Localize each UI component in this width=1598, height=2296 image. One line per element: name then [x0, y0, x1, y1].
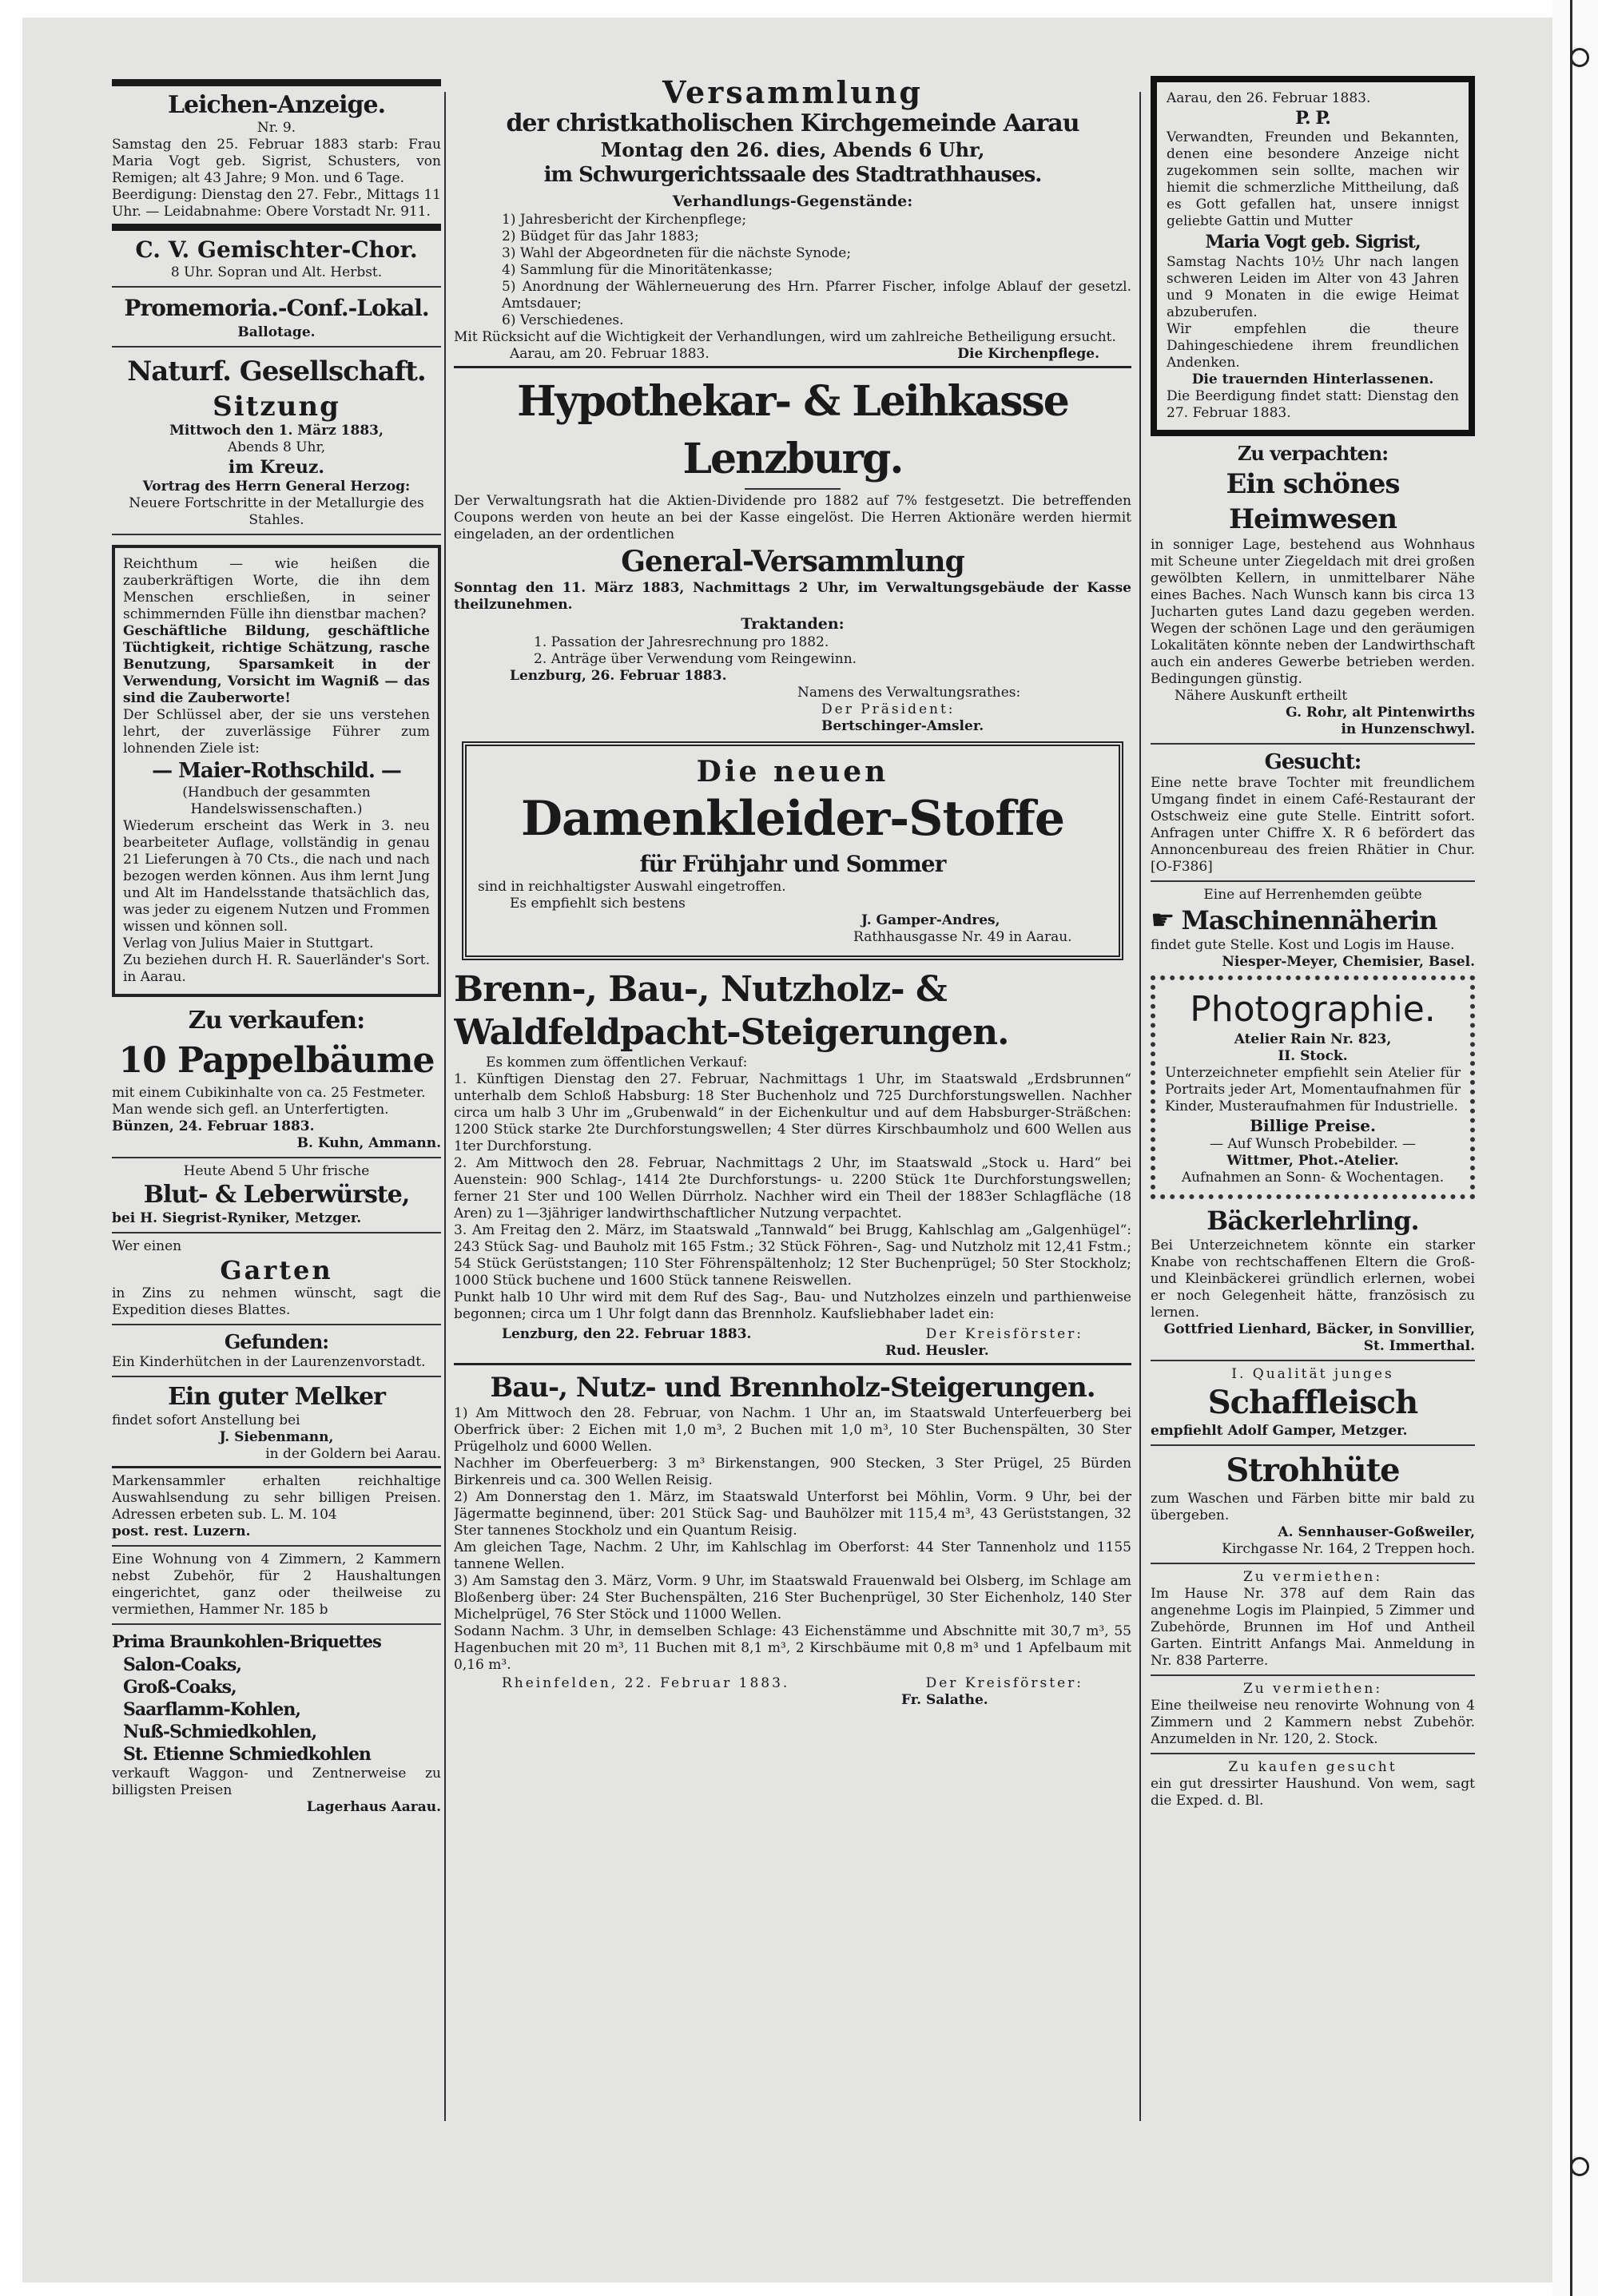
- schaf-title: Schaffleisch: [1207, 1384, 1418, 1421]
- pappel-title: 10 Pappelbäume: [118, 1040, 435, 1081]
- reichthum-bezug: Zu beziehen durch H. R. Sauerländer's Sort. in Aarau.: [123, 952, 430, 985]
- brenn-intro: Es kommen zum öffentlichen Verkauf:: [486, 1055, 748, 1071]
- naturf-topic: Neuere Fortschritte in der Metallurgie des Stahles.: [129, 495, 424, 528]
- leichen-text: Samstag den 25. Februar 1883 starb: Frau Maria Vogt geb. Sigrist, Schusters, von Remigen; alt 43 Jahre; 9 Mon. und 6 Tage.: [112, 137, 441, 186]
- column-rule-left: [444, 92, 446, 2121]
- leichen-title: Leichen-Anzeige.: [167, 91, 386, 119]
- gefunden-text: Ein Kinderhütchen in der Laurenzenvorstadt.: [112, 1354, 426, 1370]
- bau-title: Bau-, Nutz- und Brennholz-Steigerungen.: [490, 1372, 1095, 1404]
- blut-title: Blut- & Leberwürste,: [143, 1181, 410, 1209]
- bau-sig1: Der Kreisförster:: [925, 1675, 1083, 1691]
- hypothekar-p1: Der Verwaltungsrath hat die Aktien-Dividende pro 1882 auf 7% festgesetzt. Die betreffenden Coupons werden von heute an bei der Kasse eingelöst. Die Herren Aktionäre werden hiermit eingeladen, an der ordentlichen: [454, 493, 1131, 542]
- pp-date: Aarau, den 26. Februar 1883.: [1167, 90, 1371, 106]
- verm2-text: Eine theilweise neu renovirte Wohnung von 4 Zimmern und 2 Kammern nebst Zubehör. Anzumelden in Nr. 120, 2. Stock.: [1151, 1698, 1475, 1747]
- baecker-text: Bei Unterzeichnetem könnte ein starker Knabe von rechtschaffenen Eltern die Groß- und Kleinbäckerei gründlich erlernen, wobei er noch Gelegenheit hätte, französisch zu lernen.: [1151, 1237, 1475, 1321]
- bau-p4: Am gleichen Tage, Nachm. 2 Uhr, im Kahlschlag im Oberforst: 44 Ster Tannenholz und 1155 tannene Wellen.: [454, 1539, 1131, 1572]
- kohlen-item: St. Etienne Schmiedkohlen: [123, 1744, 371, 1765]
- hypothekar-head: Traktanden:: [741, 615, 845, 633]
- column-left: [112, 76, 441, 1821]
- ad-pappelbaeume: [112, 1005, 441, 1158]
- column-middle: [454, 76, 1131, 1714]
- ad-damenkleider: [462, 741, 1123, 960]
- ad-vermiethen-2: [1151, 1681, 1475, 1754]
- bau-p3: 2) Am Donnerstag den 1. März, im Staatswald Unterforst bei Möhlin, Vorm. 9 Uhr, bei der Jägermatte beginnend, über: 201 Stück Sag- und Bauhölzer mit 115,4 m³, 43 Gerüststangen, 32 Ster tannenes Stockholz und ein Quantum Reisig.: [454, 1489, 1131, 1539]
- garten-title: Garten: [220, 1255, 333, 1285]
- ad-leichen-anzeige: [112, 79, 441, 231]
- hypothekar-gv: General-Versammlung: [621, 545, 964, 578]
- pappel-text2: Man wende sich gefl. an Unterfertigten.: [112, 1102, 389, 1118]
- column-right: [1151, 76, 1475, 1814]
- pappel-head: Zu verkaufen:: [188, 1007, 365, 1035]
- ad-heimwesen: [1151, 441, 1475, 745]
- cv-title: C. V. Gemischter-Chor.: [135, 236, 418, 263]
- gesucht-title: Gesucht:: [1264, 750, 1361, 774]
- kohlen-item: Groß-Coaks,: [123, 1677, 237, 1698]
- bau-p2: Nachher im Oberfeuerberg: 3 m³ Birkenstangen, 900 Stecken, 3 Ster Prügel, 25 Bürden Birkenreis und ca. 300 Wellen Reisig.: [454, 1456, 1131, 1488]
- versammlung-place: im Schwurgerichtssaale des Stadtrathhauses.: [543, 163, 1042, 187]
- naturf-date: Mittwoch den 1. März 1883,: [169, 423, 384, 439]
- ad-versammlung: [454, 76, 1131, 368]
- naturf-vortrag: Vortrag des Herrn General Herzog:: [142, 479, 411, 495]
- ad-gefunden: [112, 1330, 441, 1377]
- garten-line: Wer einen: [112, 1238, 182, 1254]
- melker-text: findet sofort Anstellung bei: [112, 1412, 300, 1428]
- damen-text: sind in reichhaltigster Auswahl eingetroffen.: [478, 879, 786, 895]
- reichthum-title: — Maier-Rothschild. —: [152, 759, 401, 783]
- baecker-title: Bäckerlehrling.: [1206, 1206, 1419, 1236]
- ad-promemoria: [112, 292, 441, 348]
- melker-place: in der Goldern bei Aarau.: [265, 1446, 441, 1462]
- ad-bau-nutz-brennholz: [454, 1370, 1131, 1709]
- baecker-sig: Gottfried Lienhard, Bäcker, in Sonvillier, St. Immerthal.: [1163, 1321, 1475, 1354]
- ad-wohnung: [112, 1551, 441, 1625]
- hypothekar-sig3: Bertschinger-Amsler.: [821, 718, 984, 734]
- heimwesen-place: in Hunzenschwyl.: [1341, 721, 1475, 737]
- brenn-sig1: Der Kreisförster:: [925, 1326, 1083, 1342]
- kohlen-item: Saarflamm-Kohlen,: [123, 1699, 301, 1720]
- kohlen-item: Nuß-Schmiedkohlen,: [123, 1722, 317, 1742]
- maschinen-sig: Niesper-Meyer, Chemisier, Basel.: [1222, 954, 1475, 970]
- heimwesen-sig: G. Rohr, alt Pintenwirths: [1286, 705, 1475, 721]
- verm1-text: Im Hause Nr. 378 auf dem Rain das angenehme Logis im Plainpied, 5 Zimmer und Zubehörde, Brunnen im Hof und Antheil Garten. Eintritt Anfangs Mai. Anmeldung in Nr. 838 Parterre.: [1151, 1586, 1475, 1669]
- ad-melker: [112, 1382, 441, 1468]
- hund-title: Zu kaufen gesucht: [1228, 1759, 1397, 1775]
- naturf-sitzung: Sitzung: [213, 391, 340, 423]
- versammlung-date2: Aarau, am 20. Februar 1883.: [510, 346, 710, 362]
- schaf-sig: empfiehlt Adolf Gamper, Metzger.: [1151, 1423, 1408, 1439]
- kohlen-sig: Lagerhaus Aarau.: [306, 1799, 441, 1815]
- maschinen-text: findet gute Stelle. Kost und Logis im Hause.: [1151, 937, 1455, 953]
- stroh-text: zum Waschen und Färben bitte mir bald zu übergeben.: [1151, 1491, 1475, 1523]
- versammlung-item: 3) Wahl der Abgeordneten für die nächste Synode;: [502, 245, 852, 261]
- marken-text: Markensammler erhalten reichhaltige Auswahlsendung zu sehr billigen Preisen. Adressen erbeten sub. L. M. 104: [112, 1473, 441, 1523]
- ad-photographie: [1151, 975, 1475, 1199]
- ad-blutwurst: [112, 1163, 441, 1233]
- verm2-title: Zu vermiethen:: [1242, 1681, 1383, 1697]
- maschinen-title: Maschinennäherin: [1181, 905, 1437, 935]
- hypothekar-item: 1. Passation der Jahresrechnung pro 1882.: [534, 634, 829, 650]
- damen-addr: Rathhausgasse Nr. 49 in Aarau.: [853, 929, 1072, 945]
- ad-strohhuete: [1151, 1451, 1475, 1564]
- pp-text2: Samstag Nachts 10½ Uhr nach langen schweren Leiden im Alter von 43 Jahren und 9 Monaten in die ewige Heimat abzuberufen.: [1167, 254, 1459, 320]
- stroh-title: Strohhüte: [1226, 1452, 1400, 1489]
- photo-probe: — Auf Wunsch Probebilder. —: [1209, 1136, 1417, 1152]
- blut-line: Heute Abend 5 Uhr frische: [183, 1163, 370, 1179]
- kohlen-title: Prima Braunkohlen-Briquettes: [112, 1631, 381, 1651]
- pappel-sig: B. Kuhn, Ammann.: [296, 1135, 441, 1151]
- bau-sig2: Fr. Salathe.: [901, 1692, 988, 1708]
- reichthum-p4: Wiederum erscheint das Werk in 3. neu bearbeiteter Auflage, vollständig in genau 21 Lieferungen à 70 Cts., die nach und nach bezogen werden können. Aus ihm lernt Jung und Alt im Handelsstande thatsächlich das, was jeder zu eigenem Nutzen und Frommen wissen und können soll.: [123, 818, 430, 935]
- gefunden-title: Gefunden:: [224, 1330, 329, 1353]
- ad-baeckerlehrling: [1151, 1204, 1475, 1361]
- ad-brenn-bau-nutzholz: [454, 968, 1131, 1365]
- naturf-time: Abends 8 Uhr,: [227, 439, 326, 455]
- blut-sig: bei H. Siegrist-Ryniker, Metzger.: [112, 1210, 362, 1226]
- stroh-sig: A. Sennhauser-Goßweiler,: [1278, 1524, 1475, 1540]
- photo-text: Unterzeichneter empfiehlt sein Atelier für Portraits jeder Art, Momentaufnahmen für Kinder, Musteraufnahmen für Industrielle.: [1165, 1065, 1461, 1114]
- heimwesen-text: in sonniger Lage, bestehend aus Wohnhaus mit Scheune unter Ziegeldach mit drei großen gewölbten Kellern, in unmittelbarer Nähe eines Baches. Nach Wunsch kann bis circa 13 Jucharten gutes Land dazu gegeben werden. Wegen der schönen Lage und den geräumigen Lokalitäten könnte neben der Landwirthschaft auch ein anderes Gewerbe betrieben werden. Bedingungen günstig.: [1151, 537, 1475, 687]
- kohlen-text: verkauft Waggon- und Zentnerweise zu billigsten Preisen: [112, 1766, 441, 1798]
- ad-todesanzeige: [1151, 76, 1475, 436]
- reichthum-sub: (Handbuch der gesammten Handelswissenschaften.): [182, 785, 371, 817]
- kohlen-item: Salon-Coaks,: [123, 1654, 242, 1675]
- brenn-title: Brenn-, Bau-, Nutzholz- & Waldfeldpacht-Steigerungen.: [454, 969, 1009, 1053]
- damen-title: Damenkleider-Stoffe: [520, 791, 1065, 847]
- pp-name: Maria Vogt geb. Sigrist,: [1205, 232, 1421, 252]
- reichthum-p2: Geschäftliche Bildung, geschäftliche Tüchtigkeit, richtige Schätzung, rasche Benutzung, Sparsamkeit in der Verwendung, Vorsicht im Wagniß — das sind die Zauberworte!: [123, 623, 430, 706]
- ad-cv-chor: [112, 236, 441, 288]
- naturf-place: im Kreuz.: [228, 457, 325, 478]
- gesucht-text: Eine nette brave Tochter mit freundlichem Umgang findet in einem Café-Restaurant der Ostschweiz eine gute Stelle. Eintritt sofort. Anfragen unter Chiffre X. R 6 befördert das Annoncenbureau des freien Rhätier in Chur. [O-F386]: [1151, 775, 1475, 875]
- versammlung-item: 6) Verschiedenes.: [502, 312, 624, 328]
- ad-markensammler: [112, 1473, 441, 1547]
- brenn-p4: Punkt halb 10 Uhr wird mit dem Ruf des Sag-, Bau- und Nutzholzes einzeln und parthienweise begonnen; circa um 1 Uhr folgt dann das Brennholz. Kaufsliebhaber ladet ein:: [454, 1289, 1131, 1322]
- photo-title: Photographie.: [1190, 989, 1436, 1030]
- hypothekar-place: Lenzburg, 26. Februar 1883.: [510, 668, 727, 684]
- ad-braunkohlen: [112, 1630, 441, 1816]
- hypothekar-item: 2. Anträge über Verwendung vom Reingewinn.: [534, 651, 857, 667]
- hypothekar-sig1: Namens des Verwaltungsrathes:: [797, 685, 1021, 701]
- brenn-p1: 1. Künftigen Dienstag den 27. Februar, Nachmittags 1 Uhr, im Staatswald „Erdsbrunnen“ unterhalb dem Schloß Habsburg: 18 Ster Buchenholz und 725 Durchforstungswellen. Nachher circa um halb 3 Uhr im „Grubenwald“ in der Eichenkultur und auf dem Habsburger-Sträßchen: 1200 Stück starke 2te Durchforstungswellen; 4 Ster dürres Kirschbaumholz und 600 Wellen aus 1ter Durchforstung.: [454, 1071, 1131, 1154]
- brenn-p2: 2. Am Mittwoch den 28. Februar, Nachmittags 2 Uhr, im Staatswald „Stock u. Hard“ bei Auenstein: 900 Schlag-, 1414 2te Durchforstungs- u. 2200 Stück 1te Durchforstungswellen; ferner 21 Ster und 100 Wellen Dürrholz. Nachher wird ein Theil der 1883er Schlagfläche (18 Aren) zu 1—3jähriger landwirthschaftlicher Nutzung verpachtet.: [454, 1155, 1131, 1221]
- versammlung-item: 1) Jahresbericht der Kirchenpflege;: [502, 212, 747, 228]
- ad-naturf-gesellschaft: [112, 352, 441, 535]
- brenn-place: Lenzburg, den 22. Februar 1883.: [502, 1326, 752, 1342]
- leichen-beerdigung: Beerdigung: Dienstag den 27. Febr., Mittags 11 Uhr. — Leidabnahme: Obere Vorstadt Nr. 911.: [112, 187, 441, 220]
- ad-schaffleisch: [1151, 1366, 1475, 1446]
- page-edge: [1552, 0, 1598, 2296]
- maschinen-line: Eine auf Herrenhemden geübte: [1203, 887, 1422, 903]
- pappel-place: Bünzen, 24. Februar 1883.: [112, 1118, 315, 1134]
- promemoria-title: Promemoria.-Conf.-Lokal.: [124, 295, 429, 321]
- damen-text2: Es empfiehlt sich bestens: [510, 896, 686, 912]
- versammlung-note: Mit Rücksicht auf die Wichtigkeit der Verhandlungen, wird um zahlreiche Betheiligung ersucht.: [454, 329, 1116, 345]
- ad-reichthum: [112, 545, 441, 997]
- reichthum-verlag: Verlag von Julius Maier in Stuttgart.: [123, 935, 374, 951]
- heimwesen-head: Zu verpachten:: [1237, 442, 1389, 465]
- versammlung-title: Versammlung: [662, 76, 923, 110]
- promemoria-line: Ballotage.: [237, 324, 316, 340]
- damen-sig: J. Gamper-Andres,: [861, 912, 1000, 928]
- heimwesen-title: Ein schönes Heimwesen: [1226, 468, 1400, 535]
- hypothekar-title: Hypothekar- & Leihkasse Lenzburg.: [517, 377, 1068, 483]
- column-rule-right: [1139, 92, 1141, 2121]
- versammlung-sig: Die Kirchenpflege.: [957, 346, 1099, 362]
- damen-top: Die neuen: [696, 755, 889, 789]
- schaf-line: I. Qualität junges: [1231, 1366, 1394, 1382]
- pointing-hand-icon: ☛: [1151, 904, 1175, 936]
- versammlung-sub: der christkatholischen Kirchgemeinde Aarau: [506, 109, 1079, 137]
- reichthum-p3: Der Schlüssel aber, der sie uns verstehen lehrt, der zuverlässige Führer zum lohnenden Ziele ist:: [123, 707, 430, 757]
- photo-sig: Wittmer, Phot.-Atelier.: [1226, 1153, 1399, 1169]
- naturf-title: Naturf. Gesellschaft.: [127, 356, 426, 387]
- ad-maschinennaeherin: [1151, 887, 1475, 971]
- garten-text: in Zins zu nehmen wünscht, sagt die Expedition dieses Blattes.: [112, 1285, 441, 1318]
- pp-title: P. P.: [1295, 108, 1330, 129]
- damen-sub: für Frühjahr und Sommer: [639, 851, 946, 877]
- verm1-title: Zu vermiethen:: [1242, 1569, 1383, 1585]
- melker-title: Ein guter Melker: [168, 1383, 385, 1411]
- ad-haushund: [1151, 1759, 1475, 1809]
- pp-text3: Wir empfehlen die theure Dahingeschiedene ihrem freundlichen Andenken.: [1167, 321, 1459, 371]
- stroh-addr: Kirchgasse Nr. 164, 2 Treppen hoch.: [1222, 1541, 1475, 1557]
- photo-hours: Aufnahmen an Sonn- & Wochentagen.: [1181, 1170, 1445, 1186]
- photo-preise: Billige Preise.: [1250, 1116, 1376, 1135]
- pappel-text: mit einem Cubikinhalte von ca. 25 Festmeter.: [112, 1085, 426, 1101]
- brenn-sig2: Rud. Heusler.: [885, 1343, 989, 1359]
- bau-p6: Sodann Nachm. 3 Uhr, in demselben Schlage: 43 Eichenstämme und Abschnitte mit 30,7 m³, 55 Hagenbuchen mit 20 m³, 11 Buchen mit 8,1 m³, 2 Kirschbäume mit 0,8 m³ und 1 Apfelbaum mit 0,16 m³.: [454, 1623, 1131, 1673]
- versammlung-head: Verhandlungs-Gegenstände:: [672, 193, 913, 210]
- heimwesen-text2: Nähere Auskunft ertheilt: [1175, 688, 1348, 704]
- reichthum-p1: Reichthum — wie heißen die zauberkräftigen Worte, die ihn dem Menschen erschließen, in seiner schimmernden Fülle ihn dienstbar machen?: [123, 556, 430, 622]
- photo-addr1: Atelier Rain Nr. 823,: [1234, 1031, 1392, 1047]
- pp-text: Verwandten, Freunden und Bekannten, denen eine besondere Anzeige nicht zugekommen sein sollte, machen wir hiemit die schmerzliche Mittheilung, daß es Gott gefallen hat, unsere innigst geliebte Gattin und Mutter: [1167, 129, 1459, 229]
- photo-addr2: II. Stock.: [1278, 1048, 1348, 1064]
- bau-place: Rheinfelden, 22. Februar 1883.: [502, 1675, 790, 1691]
- marken-addr: post. rest. Luzern.: [112, 1523, 251, 1539]
- ad-garten: [112, 1238, 441, 1325]
- hypothekar-sig2: Der Präsident:: [821, 701, 956, 717]
- leichen-nr: Nr. 9.: [256, 120, 296, 136]
- versammlung-item: 4) Sammlung für die Minoritätenkasse;: [502, 262, 773, 278]
- ad-hypothekar-leihkasse: [454, 373, 1131, 735]
- hund-text: ein gut dressirter Haushund. Von wem, sagt die Exped. d. Bl.: [1151, 1776, 1475, 1809]
- pp-sig: Die trauernden Hinterlassenen.: [1191, 371, 1434, 387]
- melker-name: J. Siebenmann,: [219, 1429, 334, 1445]
- versammlung-date: Montag den 26. dies, Abends 6 Uhr,: [600, 138, 985, 161]
- ad-gesucht: [1151, 749, 1475, 882]
- versammlung-item: 2) Büdget für das Jahr 1883;: [502, 228, 699, 244]
- brenn-p3: 3. Am Freitag den 2. März, im Staatswald „Tannwald“ bei Brugg, Kahlschlag am „Galgenhügel“: 243 Stück Sag- und Bauholz mit 165 Fstm.; 32 Stück Föhren-, Sag- und Nutzholz mit 12,41 Fstm.; 54 Stück Gerüststangen; 110 Ster Föhrenspältenholz; 12 Ster Buchenprügel; 50 Ster Stockholz; 1000 Stück buchene und 1600 Stück tannene Reiswellen.: [454, 1222, 1131, 1289]
- pp-beerdigung: Die Beerdigung findet statt: Dienstag den 27. Februar 1883.: [1167, 388, 1459, 421]
- hypothekar-p2: Sonntag den 11. März 1883, Nachmittags 2 Uhr, im Verwaltungsgebäude der Kasse theilzunehmen.: [454, 580, 1131, 613]
- bau-p1: 1) Am Mittwoch den 28. Februar, von Nachm. 1 Uhr an, im Staatswald Unterfeuerberg bei Oberfrick über: 2 Eichen mit 1,0 m³, 2 Buchen mit 1,0 m³, 10 Ster Buchenspälten, 30 Ster Prügelholz und 6000 Wellen.: [454, 1405, 1131, 1455]
- bau-p5: 3) Am Samstag den 3. März, Vorm. 9 Uhr, im Staatswald Frauenwald bei Olsberg, im Schlage am Bloßenberg über: 24 Ster Buchenspälten, 216 Ster Buchenprügel, 30 Ster Eichenholz, 140 Ster Michelprügel, 76 Ster Stöck und 11000 Wellen.: [454, 1573, 1131, 1623]
- wohnung-text: Eine Wohnung von 4 Zimmern, 2 Kammern nebst Zubehör, für 2 Haushaltungen eingerichtet, ganz oder theilweise zu vermiethen, Hammer Nr. 185 b: [112, 1551, 441, 1618]
- ad-vermiethen-1: [1151, 1569, 1475, 1676]
- cv-line: 8 Uhr. Sopran und Alt. Herbst.: [170, 264, 383, 280]
- versammlung-item: 5) Anordnung der Wählerneuerung des Hrn. Pfarrer Fischer, infolge Ablauf der gesetzl. Amtsdauer;: [502, 279, 1131, 312]
